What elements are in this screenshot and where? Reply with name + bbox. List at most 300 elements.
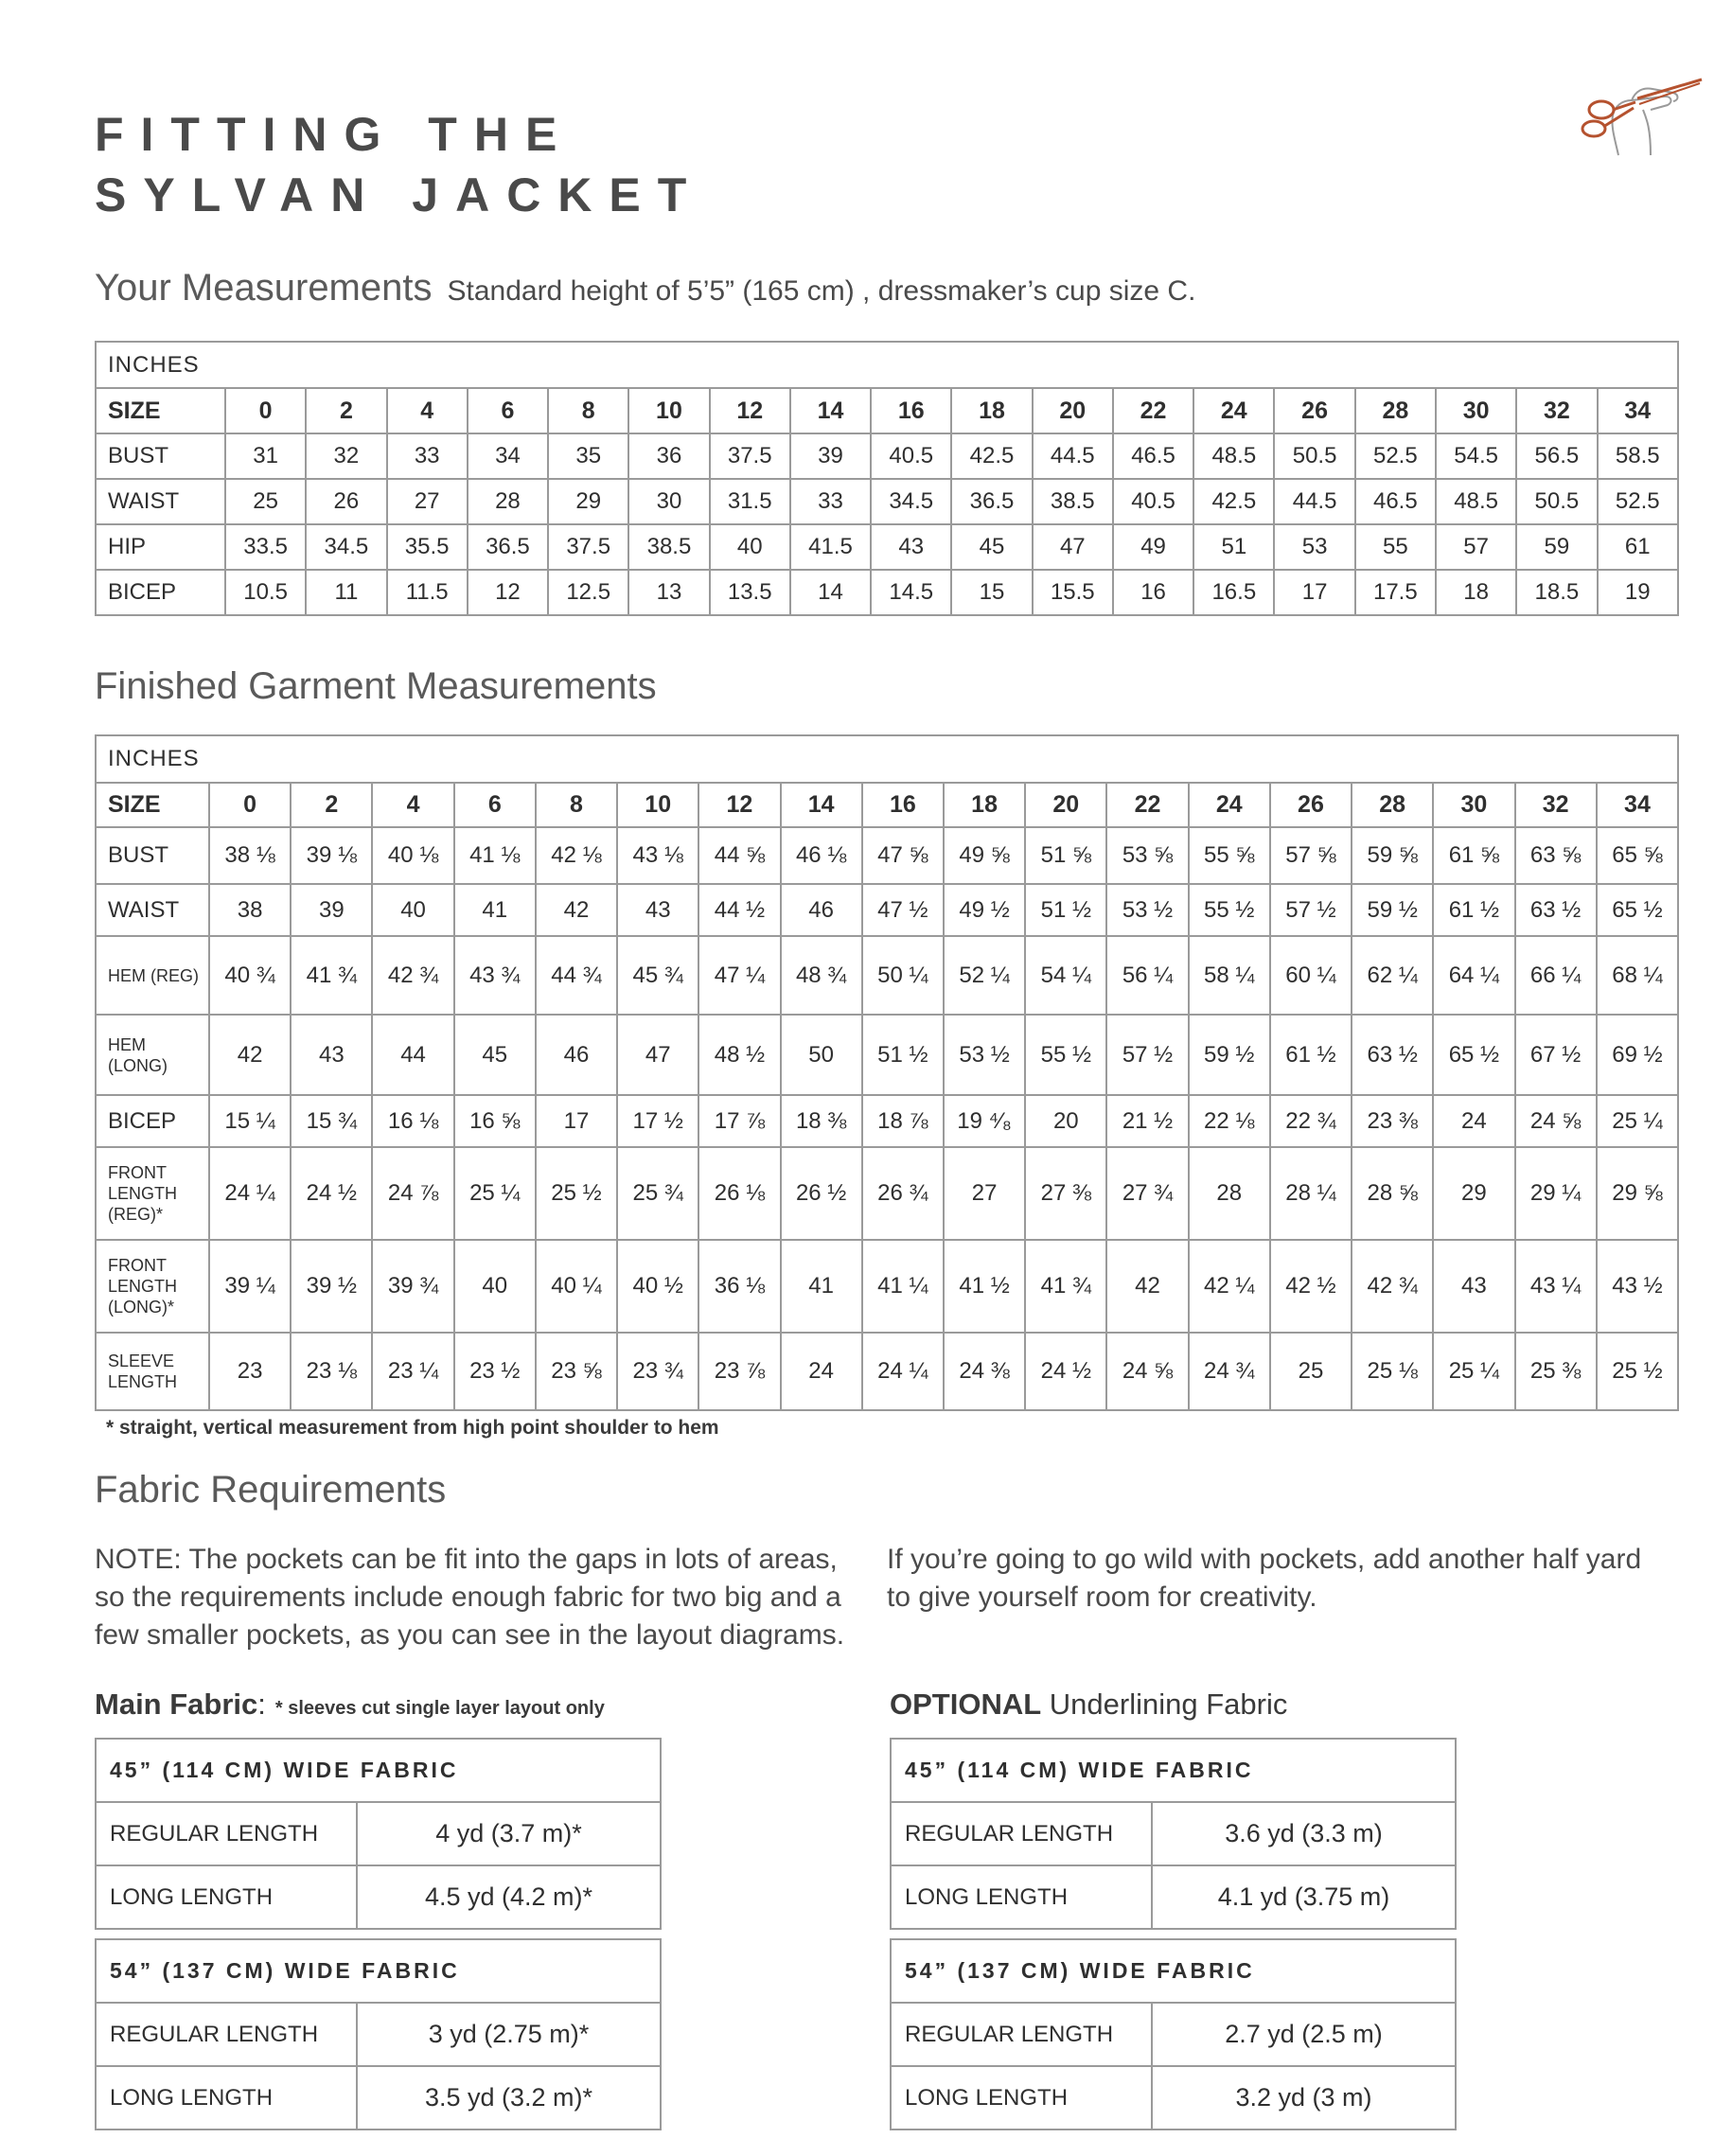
measurement-value: 15.5 <box>1033 570 1113 615</box>
measurement-value: 35.5 <box>387 524 468 570</box>
measurement-value: 14.5 <box>871 570 951 615</box>
measurement-value: 27 <box>944 1147 1025 1240</box>
measurement-value: 66 ¼ <box>1515 936 1597 1015</box>
size-header: 18 <box>951 388 1032 433</box>
size-header: 2 <box>291 783 372 827</box>
measurement-value: 34.5 <box>306 524 386 570</box>
fabric-length-label: LONG LENGTH <box>96 2066 357 2129</box>
measurement-value: 51 ½ <box>1025 884 1106 936</box>
measurement-label: BUST <box>96 827 209 884</box>
measurement-value: 42 <box>1106 1240 1188 1333</box>
measurement-value: 44.5 <box>1033 433 1113 479</box>
measurement-value: 62 ¼ <box>1352 936 1433 1015</box>
measurement-value: 48.5 <box>1193 433 1274 479</box>
measurement-value: 55 ½ <box>1025 1015 1106 1095</box>
measurement-value: 23 <box>209 1333 291 1410</box>
measurement-value: 51 ½ <box>862 1015 944 1095</box>
page-title <box>95 104 703 225</box>
measurement-value: 26 <box>306 479 386 524</box>
measurement-value: 59 ½ <box>1352 884 1433 936</box>
measurement-value: 55 <box>1355 524 1436 570</box>
measurement-value: 19 ⁴⁄₈ <box>944 1095 1025 1147</box>
measurement-value: 61 ½ <box>1433 884 1514 936</box>
measurement-value: 51 <box>1193 524 1274 570</box>
measurement-value: 25 ⅜ <box>1515 1333 1597 1410</box>
measurement-value: 29 ⅝ <box>1597 1147 1678 1240</box>
finished-heading: Finished Garment Measurements <box>95 665 657 707</box>
measurement-value: 57 ½ <box>1106 1015 1188 1095</box>
measurement-value: 41 ⅛ <box>454 827 536 884</box>
measurement-value: 24 ⅜ <box>944 1333 1025 1410</box>
measurement-value: 24 ¼ <box>209 1147 291 1240</box>
measurement-value: 61 ⅝ <box>1433 827 1514 884</box>
measurement-value: 42 ¾ <box>372 936 453 1015</box>
measurement-label: HIP <box>96 524 225 570</box>
underlining-optional: OPTIONAL <box>890 1688 1042 1721</box>
measurement-value: 40 ¼ <box>536 1240 617 1333</box>
measurement-value: 18 ⅞ <box>862 1095 944 1147</box>
measurement-value: 33 <box>387 433 468 479</box>
measurement-value: 43 ⅛ <box>617 827 698 884</box>
fabric-amount: 4.1 yd (3.75 m) <box>1152 1865 1456 1929</box>
measurement-value: 44 ¾ <box>536 936 617 1015</box>
measurement-row <box>96 1147 1678 1240</box>
fabric-length-label: REGULAR LENGTH <box>891 2003 1152 2066</box>
measurement-value: 53 ½ <box>1106 884 1188 936</box>
measurement-value: 59 <box>1516 524 1597 570</box>
measurement-value: 39 <box>291 884 372 936</box>
measurement-value: 54.5 <box>1436 433 1516 479</box>
measurement-value: 28 <box>1189 1147 1270 1240</box>
fabric-amount: 3.2 yd (3 m) <box>1152 2066 1456 2129</box>
measurement-value: 12 <box>468 570 548 615</box>
measurement-value: 18.5 <box>1516 570 1597 615</box>
size-header: 10 <box>628 388 709 433</box>
measurement-value: 17 <box>1274 570 1354 615</box>
size-header: 12 <box>698 783 780 827</box>
unit-label: INCHES <box>96 735 1678 783</box>
fabric-amount: 3 yd (2.75 m)* <box>357 2003 661 2066</box>
measurement-value: 46.5 <box>1113 433 1193 479</box>
measurement-value: 59 ½ <box>1189 1015 1270 1095</box>
underlining-fabric-table-54 <box>890 1938 1457 2130</box>
measurement-value: 41 <box>781 1240 862 1333</box>
size-header: 14 <box>781 783 862 827</box>
size-header: 6 <box>468 388 548 433</box>
measurement-value: 68 ¼ <box>1597 936 1678 1015</box>
measurement-label: HEM (REG) <box>96 936 209 1015</box>
measurement-value: 65 ½ <box>1597 884 1678 936</box>
measurement-value: 59 ⅝ <box>1352 827 1433 884</box>
size-header: 0 <box>225 388 306 433</box>
measurement-value: 27 ¾ <box>1106 1147 1188 1240</box>
size-header: 26 <box>1274 388 1354 433</box>
measurement-value: 50.5 <box>1274 433 1354 479</box>
size-header: 22 <box>1113 388 1193 433</box>
fabric-amount: 3.6 yd (3.3 m) <box>1152 1802 1456 1865</box>
size-header: 6 <box>454 783 536 827</box>
measurement-value: 65 ⅝ <box>1597 827 1678 884</box>
title-line-2: SYLVAN JACKET <box>95 168 704 221</box>
measurement-value: 26 ⅛ <box>698 1147 780 1240</box>
measurement-value: 25 ¼ <box>1433 1333 1514 1410</box>
measurement-value: 25 ⅛ <box>1352 1333 1433 1410</box>
measurement-value: 40.5 <box>1113 479 1193 524</box>
measurement-value: 42 <box>536 884 617 936</box>
size-header: 18 <box>944 783 1025 827</box>
measurement-value: 23 ⅜ <box>1352 1095 1433 1147</box>
measurement-value: 28 <box>468 479 548 524</box>
measurement-value: 36.5 <box>951 479 1032 524</box>
measurement-value: 41 ¾ <box>291 936 372 1015</box>
measurement-row <box>96 570 1678 615</box>
measurement-label: WAIST <box>96 479 225 524</box>
measurement-value: 23 ¼ <box>372 1333 453 1410</box>
measurement-value: 33.5 <box>225 524 306 570</box>
measurements-heading <box>95 267 1195 309</box>
measurement-row <box>96 1015 1678 1095</box>
measurement-value: 46 <box>781 884 862 936</box>
measurement-value: 53 ⅝ <box>1106 827 1188 884</box>
measurement-value: 56 ¼ <box>1106 936 1188 1015</box>
size-header: 4 <box>387 388 468 433</box>
main-fabric-table-54 <box>95 1938 662 2130</box>
measurement-value: 63 ½ <box>1352 1015 1433 1095</box>
measurement-value: 25 ½ <box>1597 1333 1678 1410</box>
measurement-value: 23 ⅝ <box>536 1333 617 1410</box>
measurement-label: SLEEVE LENGTH <box>96 1333 209 1410</box>
measurement-row <box>96 524 1678 570</box>
measurement-value: 30 <box>628 479 709 524</box>
measurement-value: 46 <box>536 1015 617 1095</box>
measurement-value: 57 ½ <box>1270 884 1352 936</box>
measurement-value: 28 ¼ <box>1270 1147 1352 1240</box>
measurement-value: 45 ¾ <box>617 936 698 1015</box>
measurement-value: 55 ½ <box>1189 884 1270 936</box>
size-header: 32 <box>1515 783 1597 827</box>
measurement-label: FRONT LENGTH (LONG)* <box>96 1240 209 1333</box>
size-header: 26 <box>1270 783 1352 827</box>
measurement-value: 42 ⅛ <box>536 827 617 884</box>
size-header: 10 <box>617 783 698 827</box>
measurement-value: 63 ⅝ <box>1515 827 1597 884</box>
size-header: 8 <box>536 783 617 827</box>
measurement-value: 24 ½ <box>291 1147 372 1240</box>
measurement-value: 45 <box>951 524 1032 570</box>
measurement-value: 42 <box>209 1015 291 1095</box>
measurement-value: 41 ¼ <box>862 1240 944 1333</box>
measurement-value: 44 ½ <box>698 884 780 936</box>
measurement-value: 46.5 <box>1355 479 1436 524</box>
hand-holding-scissors-icon <box>1552 72 1704 157</box>
fabric-width-header: 45” (114 CM) WIDE FABRIC <box>96 1739 661 1802</box>
measurement-value: 40 <box>710 524 790 570</box>
measurement-value: 53 <box>1274 524 1354 570</box>
measurement-value: 18 <box>1436 570 1516 615</box>
measurement-value: 48 ¾ <box>781 936 862 1015</box>
measurement-value: 39 ¼ <box>209 1240 291 1333</box>
measurement-value: 42.5 <box>951 433 1032 479</box>
main-fabric-colon: : <box>257 1688 266 1721</box>
measurement-value: 37.5 <box>710 433 790 479</box>
measurement-value: 22 ¾ <box>1270 1095 1352 1147</box>
unit-row <box>96 342 1678 388</box>
measurement-value: 40 <box>372 884 453 936</box>
measurement-value: 25 ¼ <box>454 1147 536 1240</box>
fabric-amount: 4.5 yd (4.2 m)* <box>357 1865 661 1929</box>
fabric-note-right: If you’re going to go wild with pockets, add another half yard to give yourself room for creativity. <box>887 1544 1642 1613</box>
measurement-value: 24 ⅞ <box>372 1147 453 1240</box>
measurement-value: 45 <box>454 1015 536 1095</box>
measurement-value: 24 ⅝ <box>1106 1333 1188 1410</box>
measurement-value: 47 <box>1033 524 1113 570</box>
measurement-value: 25 ¾ <box>617 1147 698 1240</box>
measurement-value: 18 ⅜ <box>781 1095 862 1147</box>
measurement-value: 13.5 <box>710 570 790 615</box>
measurement-value: 22 ⅛ <box>1189 1095 1270 1147</box>
measurement-value: 40.5 <box>871 433 951 479</box>
measurement-row <box>96 1333 1678 1410</box>
finished-measurements-table <box>95 734 1679 1411</box>
fabric-width-header: 54” (137 CM) WIDE FABRIC <box>891 1939 1456 2003</box>
measurement-value: 52.5 <box>1598 479 1679 524</box>
measurement-value: 25 ½ <box>536 1147 617 1240</box>
measurement-value: 38.5 <box>1033 479 1113 524</box>
measurement-value: 38.5 <box>628 524 709 570</box>
unit-label: INCHES <box>96 342 1678 388</box>
measurement-label: BICEP <box>96 570 225 615</box>
measurement-value: 26 ½ <box>781 1147 862 1240</box>
measurement-value: 61 ½ <box>1270 1015 1352 1095</box>
measurement-value: 40 <box>454 1240 536 1333</box>
measurement-value: 23 ⅛ <box>291 1333 372 1410</box>
size-header: 12 <box>710 388 790 433</box>
measurement-value: 39 ⅛ <box>291 827 372 884</box>
measurement-value: 38 ⅛ <box>209 827 291 884</box>
measurement-value: 15 ¼ <box>209 1095 291 1147</box>
size-header: 20 <box>1033 388 1113 433</box>
measurement-value: 16 ⅛ <box>372 1095 453 1147</box>
fabric-note-left: NOTE: The pockets can be fit into the gaps in lots of areas, so the requirements include enough fabric for two big and a few smaller pockets, as you can see in the layout diagrams. <box>95 1544 845 1651</box>
measurement-value: 47 ¼ <box>698 936 780 1015</box>
size-header: 16 <box>862 783 944 827</box>
measurement-value: 39 ½ <box>291 1240 372 1333</box>
measurement-value: 48 ½ <box>698 1015 780 1095</box>
measurement-value: 15 <box>951 570 1032 615</box>
measurement-value: 67 ½ <box>1515 1015 1597 1095</box>
measurement-value: 34.5 <box>871 479 951 524</box>
fabric-heading: Fabric Requirements <box>95 1469 447 1511</box>
measurement-value: 29 <box>548 479 628 524</box>
size-header: 34 <box>1597 783 1678 827</box>
measurement-value: 47 ½ <box>862 884 944 936</box>
size-header: 14 <box>790 388 871 433</box>
measurement-value: 27 ⅜ <box>1025 1147 1106 1240</box>
size-header: 4 <box>372 783 453 827</box>
measurement-value: 24 ¼ <box>862 1333 944 1410</box>
measurement-value: 41 ½ <box>944 1240 1025 1333</box>
measurement-value: 40 ¾ <box>209 936 291 1015</box>
measurement-value: 29 <box>1433 1147 1514 1240</box>
measurement-value: 17 ⅞ <box>698 1095 780 1147</box>
measurement-value: 11.5 <box>387 570 468 615</box>
measurement-row <box>96 936 1678 1015</box>
measurements-title: Your Measurements <box>95 267 433 309</box>
measurement-value: 49 ⅝ <box>944 827 1025 884</box>
measurement-value: 14 <box>790 570 871 615</box>
size-header: 8 <box>548 388 628 433</box>
measurement-value: 69 ½ <box>1597 1015 1678 1095</box>
measurement-value: 40 ⅛ <box>372 827 453 884</box>
measurement-value: 43 <box>1433 1240 1514 1333</box>
fabric-length-label: REGULAR LENGTH <box>891 1802 1152 1865</box>
fabric-amount: 4 yd (3.7 m)* <box>357 1802 661 1865</box>
size-header: 30 <box>1433 783 1514 827</box>
size-row <box>96 783 1678 827</box>
measurement-value: 43 ½ <box>1597 1240 1678 1333</box>
main-fabric-note: * sleeves cut single layer layout only <box>274 1698 605 1719</box>
size-header: 24 <box>1189 783 1270 827</box>
measurement-value: 46 ⅛ <box>781 827 862 884</box>
measurement-value: 21 ½ <box>1106 1095 1188 1147</box>
measurement-value: 17 <box>536 1095 617 1147</box>
measurement-value: 37.5 <box>548 524 628 570</box>
measurement-value: 53 ½ <box>944 1015 1025 1095</box>
measurement-value: 15 ¾ <box>291 1095 372 1147</box>
measurement-value: 48.5 <box>1436 479 1516 524</box>
fabric-amount: 3.5 yd (3.2 m)* <box>357 2066 661 2129</box>
fabric-amount: 2.7 yd (2.5 m) <box>1152 2003 1456 2066</box>
measurement-row <box>96 433 1678 479</box>
measurement-value: 35 <box>548 433 628 479</box>
size-header: 22 <box>1106 783 1188 827</box>
measurement-row <box>96 479 1678 524</box>
fabric-width-header: 45” (114 CM) WIDE FABRIC <box>891 1739 1456 1802</box>
fabric-length-label: LONG LENGTH <box>891 1865 1152 1929</box>
fabric-length-label: REGULAR LENGTH <box>96 2003 357 2066</box>
measurement-value: 24 <box>1433 1095 1514 1147</box>
measurement-value: 25 ¼ <box>1597 1095 1678 1147</box>
fabric-width-header: 54” (137 CM) WIDE FABRIC <box>96 1939 661 2003</box>
measurement-row <box>96 1240 1678 1333</box>
measurement-label: WAIST <box>96 884 209 936</box>
measurement-value: 51 ⅝ <box>1025 827 1106 884</box>
measurement-value: 42 ¾ <box>1352 1240 1433 1333</box>
measurement-value: 10.5 <box>225 570 306 615</box>
measurement-value: 43 <box>291 1015 372 1095</box>
size-header: 28 <box>1355 388 1436 433</box>
measurement-value: 49 <box>1113 524 1193 570</box>
measurement-value: 31 <box>225 433 306 479</box>
body-measurements-table <box>95 341 1679 616</box>
measurement-value: 26 ¾ <box>862 1147 944 1240</box>
measurement-value: 36 ⅛ <box>698 1240 780 1333</box>
unit-row <box>96 735 1678 783</box>
measurement-value: 11 <box>306 570 386 615</box>
measurement-value: 50.5 <box>1516 479 1597 524</box>
measurement-value: 50 ¼ <box>862 936 944 1015</box>
title-line-1: FITTING THE <box>95 108 574 161</box>
size-row <box>96 388 1678 433</box>
main-fabric-title: Main Fabric <box>95 1688 258 1721</box>
measurement-value: 25 <box>225 479 306 524</box>
measurement-value: 47 <box>617 1015 698 1095</box>
measurement-value: 63 ½ <box>1515 884 1597 936</box>
measurement-value: 23 ⅞ <box>698 1333 780 1410</box>
size-label: SIZE <box>96 783 209 827</box>
measurement-value: 19 <box>1598 570 1679 615</box>
measurement-value: 54 ¼ <box>1025 936 1106 1015</box>
measurement-row <box>96 827 1678 884</box>
measurement-value: 24 ⅝ <box>1515 1095 1597 1147</box>
measurement-value: 43 <box>871 524 951 570</box>
measurements-subheading: Standard height of 5’5” (165 cm) , dressmaker’s cup size C. <box>447 275 1196 307</box>
size-header: 28 <box>1352 783 1433 827</box>
measurement-value: 42.5 <box>1193 479 1274 524</box>
measurement-value: 47 ⅝ <box>862 827 944 884</box>
measurement-value: 58.5 <box>1598 433 1679 479</box>
measurement-value: 17 ½ <box>617 1095 698 1147</box>
size-header: 20 <box>1025 783 1106 827</box>
measurement-value: 39 <box>790 433 871 479</box>
measurement-value: 57 <box>1436 524 1516 570</box>
measurement-value: 41.5 <box>790 524 871 570</box>
measurement-value: 58 ¼ <box>1189 936 1270 1015</box>
underlining-title: Underlining Fabric <box>1041 1688 1288 1721</box>
underlining-fabric-table-45 <box>890 1738 1457 1930</box>
measurement-value: 36 <box>628 433 709 479</box>
measurement-value: 44.5 <box>1274 479 1354 524</box>
measurement-value: 61 <box>1598 524 1679 570</box>
measurement-value: 13 <box>628 570 709 615</box>
measurement-row <box>96 1095 1678 1147</box>
measurement-value: 44 <box>372 1015 453 1095</box>
measurement-value: 50 <box>781 1015 862 1095</box>
size-header: 2 <box>306 388 386 433</box>
measurement-value: 33 <box>790 479 871 524</box>
measurement-value: 43 ¾ <box>454 936 536 1015</box>
size-header: 24 <box>1193 388 1274 433</box>
measurement-value: 38 <box>209 884 291 936</box>
measurement-row <box>96 884 1678 936</box>
measurement-value: 16.5 <box>1193 570 1274 615</box>
measurement-value: 16 ⅝ <box>454 1095 536 1147</box>
measurement-value: 32 <box>306 433 386 479</box>
measurement-value: 24 ½ <box>1025 1333 1106 1410</box>
measurement-label: FRONT LENGTH (REG)* <box>96 1147 209 1240</box>
measurement-value: 24 ¾ <box>1189 1333 1270 1410</box>
measurement-value: 23 ¾ <box>617 1333 698 1410</box>
measurement-value: 24 <box>781 1333 862 1410</box>
measurement-value: 29 ¼ <box>1515 1147 1597 1240</box>
measurement-value: 25 <box>1270 1333 1352 1410</box>
measurement-value: 28 ⅝ <box>1352 1147 1433 1240</box>
measurement-label: BUST <box>96 433 225 479</box>
fabric-length-label: LONG LENGTH <box>96 1865 357 1929</box>
measurement-value: 49 ½ <box>944 884 1025 936</box>
measurement-value: 60 ¼ <box>1270 936 1352 1015</box>
size-label: SIZE <box>96 388 225 433</box>
measurement-value: 34 <box>468 433 548 479</box>
size-header: 34 <box>1598 388 1679 433</box>
measurement-value: 40 ½ <box>617 1240 698 1333</box>
measurement-value: 23 ½ <box>454 1333 536 1410</box>
measurement-value: 20 <box>1025 1095 1106 1147</box>
measurement-value: 17.5 <box>1355 570 1436 615</box>
measurement-value: 41 <box>454 884 536 936</box>
main-fabric-heading <box>95 1688 605 1722</box>
size-header: 30 <box>1436 388 1516 433</box>
